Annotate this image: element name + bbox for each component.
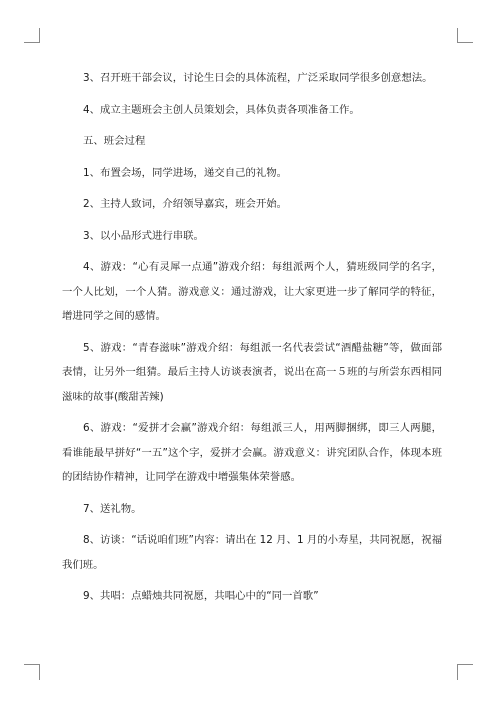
- paragraph: 1、布置会场，同学进场，递交自己的礼物。: [83, 166, 288, 179]
- document-body: [62, 66, 442, 616]
- paragraph: 3、以小品形式进行串联。: [83, 229, 204, 242]
- paragraph: 7、送礼物。: [83, 502, 142, 515]
- paragraph: 6、游戏：“爱拼才会赢”游戏介绍：每组派三人，用两脚捆绑，即三人两腿，看谁能最早拼好“一五”这个字，爱拼才会赢。游戏意义：讲究团队合作，体现本班的团结协作精神，让同学在游戏中增强集体荣誉感。: [62, 422, 442, 483]
- paragraph: 5、游戏：“青春滋味”游戏介绍：每组派一名代表尝试“酒醋盐糖”等，做面部表情，让另外一组猜。最后主持人访谈表演者，说出在高一５班的与所尝东西相同滋味的故事(酸甜苦辣): [62, 341, 442, 403]
- paragraph: 8、访谈：“话说咱们班”内容：请出在 12 月、1 月的小寿星，共同祝愿，祝福我们班。: [62, 534, 442, 571]
- paragraph: 9、共唱：点蜡烛共同祝愿，共唱心中的“同一首歌”: [83, 590, 319, 602]
- section-heading: 五、班会过程: [83, 135, 146, 147]
- paragraph: 2、主持人致词，介绍领导嘉宾，班会开始。: [83, 198, 288, 210]
- paragraph: 4、游戏：“心有灵犀一点通”游戏介绍：每组派两个人，猜班级同学的名字，一个人比划，一个人猜。游戏意义：通过游戏，让大家更进一步了解同学的特征，增进同学之间的感情。: [62, 261, 442, 322]
- paragraph: 4、成立主题班会主创人员策划会，具体负责各项准备工作。: [83, 103, 360, 116]
- paragraph: 3、召开班干部会议，讨论生日会的具体流程，广泛采取同学很多创意想法。: [83, 72, 433, 84]
